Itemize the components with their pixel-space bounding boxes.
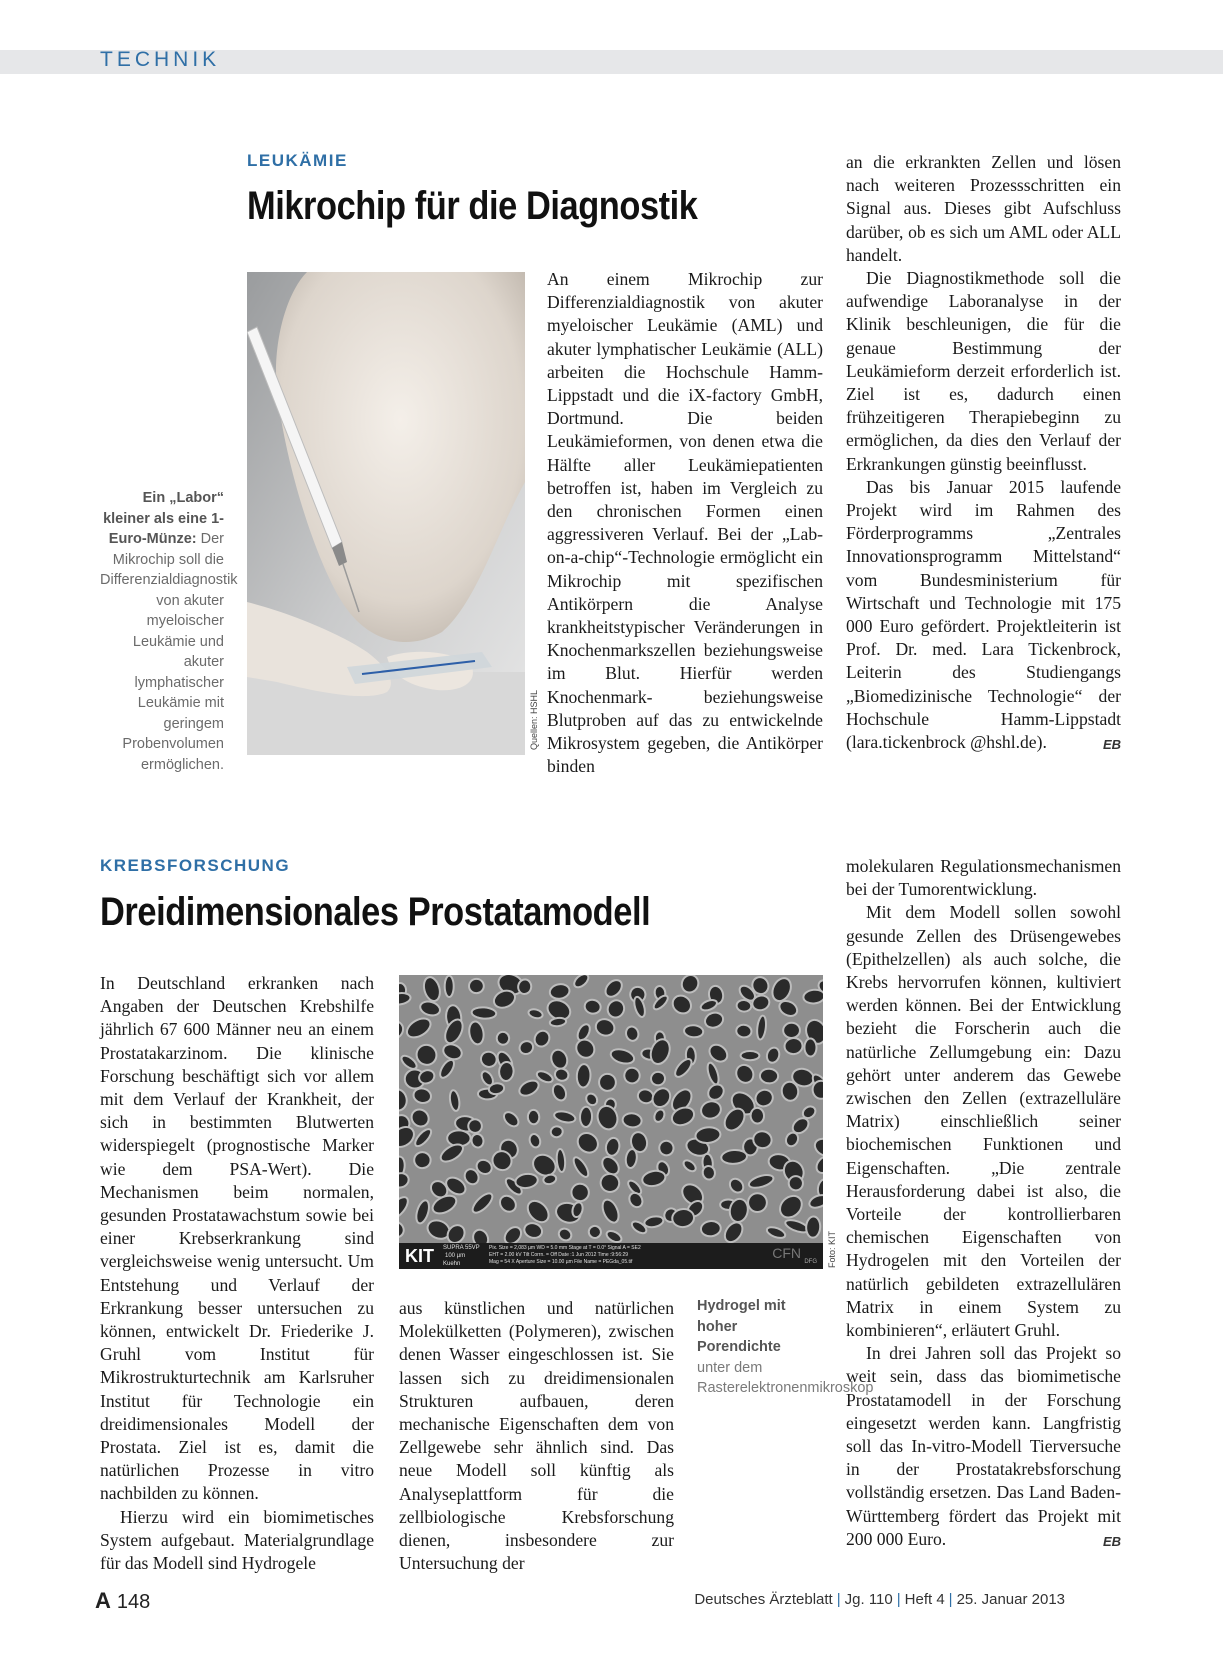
article2-column-2 [399,1297,674,1575]
pore [570,1183,589,1202]
pore [804,1038,816,1056]
article1-author: EB [1102,737,1121,753]
pore [748,1193,768,1213]
paragraph: aus künstlichen und natürlichen Molekülketten (Polymeren), zwischen denen Wasser eingeschlossen ist. Sie lassen sich zu dreidimensionalen Strukturen aufbauen, deren mechanische Eigenschaften dem von Zellgewebe sehr ähnlich sind. Das neue Modell soll künftig als Analyseplattform für die zellbiologische Krebsforschung dienen, insbesondere zur Untersuchung der [399,1298,674,1574]
hydrogel-pores [399,975,823,1243]
sem-info-bar [399,1243,823,1269]
pore [580,1107,593,1128]
sem-model: SUPRA 55VP [443,1245,480,1251]
pore [783,1023,800,1038]
pore [471,1007,496,1020]
hydrogel-sem-image [399,975,823,1269]
article1-photo-credit: Quellen: HSHL [529,689,539,750]
pore [445,976,454,997]
dfg-logo: DFG [804,1259,817,1265]
journal-name: Deutsches Ärzteblatt [694,1591,833,1608]
article1-caption-title: Ein „Labor“ kleiner als eine 1-Euro-Münze: [103,490,224,547]
journal-date: 25. Januar 2013 [956,1591,1065,1608]
paragraph: Hierzu wird ein biomimetisches System aufgebaut. Materialgrundlage für das Modell sind Hydrogele [100,1506,374,1574]
article1-column-2 [846,151,1121,756]
pore [498,1061,514,1081]
cfn-logo: CFN [772,1245,801,1261]
pore [784,1037,804,1055]
journal-issue: Heft 4 [904,1591,945,1608]
article1-kicker: LEUKÄMIE [247,151,348,170]
pore [750,1107,764,1123]
pore [413,1151,431,1169]
pore [496,1031,510,1045]
microchip-photo [247,272,525,755]
pore [736,1024,752,1038]
sem-line-1: Pix. Size = 2,083 µm WD = 5.0 mm Stage at T = 0.0° Signal A = SE2 [489,1245,641,1251]
article2-caption [697,1296,874,1399]
article1-caption [100,488,238,775]
pore [528,1110,540,1125]
paragraph: Die Diagnostikmethode soll die aufwendige Laboranalyse in der Klinik beschleunigen, die für die genaue Bestimmung der Leukämieform derzeit erforderlich ist. Ziel ist es, dadurch einen frühzeitigeren Therapiebeginn zu ermöglichen, da dies den Verlauf der Erkrankungen günstig beeinflusst. [846,268,1121,474]
article2-caption-text: unter dem Rasterelektronenmikroskop [697,1359,874,1396]
sem-line-3: Mag = 54 X Aperture Size = 10.00 µm File Name = PEGda_05.tif [489,1259,633,1265]
paragraph-text: Das bis Januar 2015 laufende Projekt wird im Rahmen des Förderprogramms „Zentrales Innovationsprogramm Mittelstand“ vom Bundesministerium für Wirtschaft und Technologie mit 175 000 Euro gefördert. Projektleiterin ist Prof. Dr. med. Lara Tickenbrock, Leiterin des Studiengangs „Biomedizinische Technologie“ der Hochschule Hamm-Lippstadt (lara.tickenbrock @hshl.de). [846,476,1121,753]
pore [576,1064,591,1088]
paragraph: An einem Mikrochip zur Differenzialdiagnostik von akuter myeloischer Leukämie (AML) und akuter lymphatischer Leukämie (ALL) arbeiten die Hochschule Hamm-Lippstadt und die iX-factory GmbH, Dortmund. Die beiden Leukämieformen, von denen etwa die Hälfte aller Leukämiepatienten betroffen ist, haben im Vergleich zu den chronischen Formen einen aggressiveren Verlauf. Bei der „Lab-on-a-chip“-Technologie ermöglicht ein Mikrochip mit spezifischen Antikörpern die Analyse krankheitstypischer Veränderungen in Knochenmarkszellen beziehungsweise im Blut. Hierfür werden Knochenmark- beziehungsweise Blutproben auf das zu entwickelnde Mikrosystem gegeben, die Antikörper binden [547,269,823,777]
microchip-photo-image [247,272,525,755]
page-prefix: A [95,1588,111,1613]
pore [741,1051,760,1060]
pore [721,1149,748,1165]
journal-volume: Jg. 110 [844,1591,893,1608]
paragraph: molekularen Regulationsmechanismen bei der Tumorentwicklung. [846,856,1121,900]
pore [622,1112,642,1128]
page-number [95,1588,150,1614]
article2-column-3 [846,855,1121,1553]
pore [684,1024,704,1038]
sem-operator: Kuehn [443,1261,461,1267]
pore [598,1073,616,1092]
paragraph: an die erkrankten Zellen und lösen nach weiteren Prozessschritten ein Signal aus. Dieses gibt Aufschluss darüber, ob es sich um AML oder ALL handelt. [846,152,1121,265]
kit-logo: KIT [405,1246,434,1266]
pore [788,1176,803,1191]
paragraph: Mit dem Modell sollen sowohl gesunde Zellen des Drüsengewebes (Epithelzellen) als auch solche, die Krebs hervorrufen können, kultiviert werden können. Bei der Entwicklung bezieht die Forscherin auch die natürliche Zellumgebung ein: Dazu gehört unter anderem das Gewebe zwischen den Zellen (extrazelluläre Matrix) einschließlich seiner biochemischen Funktionen und Eigenschaften. „Die zentrale Herausforderung dabei ist also, die Vorteile der kontrollierbaren chemischen Eigenschaften von Hydrogelen mit den Vorteilen der natürlich gebildeten extrazellulären Matrix in einem System zu kombinieren“, erläutert Gruhl. [846,902,1121,1341]
paragraph [846,1342,1121,1551]
article2-column-1 [100,972,374,1575]
article2-author: EB [1102,1533,1121,1549]
paragraph: In Deutschland erkranken nach Angaben der Deutschen Krebshilfe jährlich 67 600 Männer neu an einem Prostatakarzinom. Die klinische Forschung beschäftigt sich vor allem mit dem Verlauf der Krankheit, der sich in bestimmten Blutwerten widerspiegelt (prognostische Marker wie dem PSA-Wert). Die Mechanismen beim normalen, gesunden Prostatawachstum sowie bei einer Krebserkrankung sind vergleichsweise wenig untersucht. Um Entstehung und Verlauf der Erkrankung besser untersuchen zu können, entwickelt Dr. Friederike J. Gruhl vom Institut für Mikrostrukturtechnik am Karlsruher Institut für Technologie ein dreidimensionales Modell der Prostata. Ziel ist es, damit die natürlichen Prozesse in vitro nachbilden zu können. [100,973,374,1504]
section-label: TECHNIK [100,48,221,71]
article2-photo-credit: Foto: KIT [827,1230,837,1268]
pore [806,1216,821,1238]
article1-column-1 [547,268,823,778]
article2-title: Dreidimensionales Prostatamodell [100,890,651,934]
paragraph [846,476,1121,754]
sem-scale: 100 µm [445,1253,466,1259]
pore [736,999,752,1012]
pore [550,1125,564,1138]
article2-caption-title: Hydrogel mit hoher Porendichte [697,1298,786,1355]
article2-kicker: KREBSFORSCHUNG [100,856,291,875]
page-number-value: 148 [116,1591,151,1613]
pore [469,979,484,994]
article1-title: Mikrochip für die Diagnostik [247,184,698,228]
sem-line-2: EHT = 2.00 kV Tilt Corrn. = Off Date :1 Jun 2012 Time :9:56:29 [489,1252,629,1258]
article1-caption-text: Der Mikrochip soll die Differenzialdiagnostik von akuter myeloischer Leukämie und akuter lymphatischer Leukämie mit geringem Probenvolumen ermöglichen. [100,531,238,773]
pore [760,1068,779,1084]
paragraph-text: In drei Jahren soll das Projekt so weit sein, dass das biomimetische Prostatamodell in der Forschung eingesetzt werden kann. Langfristig soll das In-vitro-Modell Tierversuche in der Prostatakrebsforschung vollständig ersetzen. Das Land Baden-Württemberg fördert das Projekt mit 200 000 Euro. [846,1343,1121,1549]
journal-footer: Deutsches Ärzteblatt | Jg. 110 | Heft 4 | 25. Januar 2013 [694,1591,1065,1608]
